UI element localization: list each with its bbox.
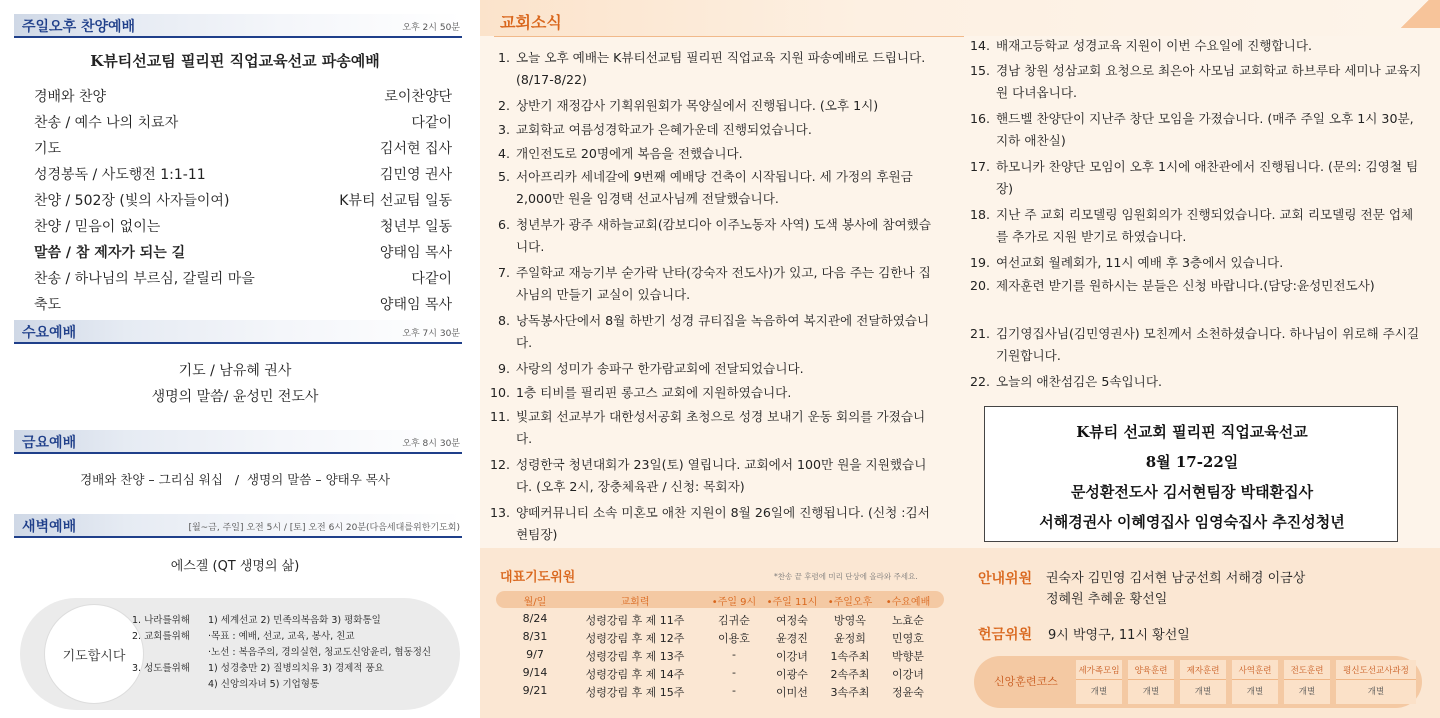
th-sunpm: •주일오후 [827, 597, 873, 608]
table-cell: 김귀순 [718, 614, 750, 627]
training-cell: 전도훈련 개별 [1284, 660, 1330, 704]
training-label: 신앙훈련코스 [994, 675, 1058, 688]
table-cell: 9/7 [526, 648, 544, 661]
table-cell: 8/24 [522, 612, 548, 625]
table-cell: - [732, 648, 736, 661]
offering-label: 헌금위원 [978, 627, 1033, 643]
order-item: 기도 [34, 141, 62, 157]
th-date: 월/일 [523, 597, 547, 608]
order-item: 경배와 찬양 [34, 89, 107, 105]
order-row [34, 138, 452, 164]
order-item: 축도 [34, 297, 62, 313]
table-cell: 9/21 [522, 684, 548, 697]
sunday-pm-header [14, 14, 462, 38]
order-item: 찬양 / 502장 (빛의 사자들이여) [34, 193, 230, 209]
training-cell: 평신도선교사과정 개별 [1336, 660, 1416, 704]
table-cell: 정윤숙 [892, 686, 924, 699]
corner-decoration [1390, 0, 1440, 28]
offering-value: 9시 박영구, 11시 황선일 [1048, 628, 1190, 643]
table-cell: 성령강림 후 제 14주 [585, 668, 685, 681]
order-row [34, 294, 452, 320]
order-leader: K뷰티 선교팀 일동 [339, 193, 452, 209]
friday-time: 오후 8시 30분 [402, 439, 460, 449]
th-sun11: •주일 11시 [766, 597, 818, 608]
mission-line: 문성환전도사 김서현팀장 박태환집사 [1070, 483, 1314, 501]
guide-label: 안내위원 [978, 571, 1033, 587]
order-row [34, 112, 452, 138]
table-cell: 9/14 [522, 666, 548, 679]
order-row [34, 86, 452, 112]
order-item: 찬양 / 믿음이 없이는 [34, 219, 161, 235]
prayer-circle [44, 604, 144, 704]
order-leader: 김민영 권사 [379, 167, 452, 183]
table-cell: 성령강림 후 제 13주 [585, 650, 685, 663]
order-row [34, 268, 452, 294]
table-cell: - [732, 684, 736, 697]
friday-title: 금요예배 [22, 435, 77, 451]
table-cell: 이용호 [718, 632, 750, 645]
mission-line: 8월 17-22일 [1145, 453, 1239, 471]
th-sun9: •주일 9시 [711, 597, 757, 608]
table-cell: 8/31 [522, 630, 548, 643]
table-cell: 방영옥 [834, 614, 866, 627]
church-news-panel: 교회소식 1. 오늘 오후 예배는 K뷰티선교팀 필리핀 직업교육 지원 파송예배로 드립니다. (8/17-8/22) 2. 상반기 재정감사 기획위원회가 목양실에서 진행됩니다. (오후 1시) 3. 교회학교 여름성경학교가 은혜가운데 진행되었습니다. 4. 개인전도로 20명에게 복음을 전했습니다. 5. 서아프리카 세네갈에 9번째 예배당 건축이 시작됩니다. 세 가정의 후원금 2,000만 원을 임경택 선교사님께 전달했습니다. 6. 청년부가 광주 새하늘교회(캄보디아 이주노동자 사역) 도색 봉사에 참여했습니다. 7. 주일학교 재능기부 숟가락 난타(강숙자 전도사)가 있고, 다음 주는 김한나 집사님의 만들기 교실이 있습니다. 8. 낭독봉사단에서 8월 하반기 성경 큐티집을 녹음하여 복지관에 전달하였습니다. 9. 사랑의 성미가 송파구 한가람교회에 전달되었습니다. 10. 1층 티비를 필리핀 롱고스 교회에 지원하였습니다. 11. 빛교회 선교부가 대한성서공회 초청으로 성경 보내기 운동 회의를 가졌습니다. 12. 성령한국 청년대회가 23일(토) 열립니다. 교회에서 100만 원을 지원했습니다. (오후 2시, 장충체육관 / 신청: 목회자) 13. 양떼커뮤니티 소속 미혼모 애찬 지원이 8월 26일에 진행됩니다. (신청 :김서현팀장) 14. 배재고등학교 성경교육 지원이 이번 수요일에 진행합니다. 15. 경남 창원 성삼교회 요청으로 최은아 사모님 교회학교 하브루타 세미나 교육지원 다녀옵니다. 16. 핸드벨 찬양단이 지난주 창단 모임을 가졌습니다. (매주 주일 오후 1시 30분, 지하 애찬실) 17. 하모니카 찬양단 모임이 오후 1시에 애찬관에서 진행됩니다. (문의: 김영철 팀장) 18. 지난 주 교회 리모델링 임원회의가 진행되었습니다. 교회 리모델링 전문 업체를 추가로 지원 받기로 하였습니다. 19. 여선교회 월례회가, 11시 예배 후 3층에서 있습니다. 20. 제자훈련 받기를 원하시는 분들은 신청 바랍니다.(담당:윤성민전도사) 21. 김기영집사님(김민영권사) 모친께서 소천하셨습니다. 하나님이 위로해 주시길 기원합니다. 22. 오늘의 애찬섬김은 5속입니다. K뷰티 선교회 필리핀 직업교육선교 8월 17-22일 문성환전도사 김서현팀장 박태환집사 서해경권사 이혜영집사 임영숙집사 추진성청년 대표기도위원 *찬송 끝 후렴에 미리 단상에 올라와 주세요. 월/일 교회력 •주일 9시 •주일 11시 •주일오후 •수요예배 8/24 성령강림 후 제 11주 김귀순 여정숙 방영옥 노효순 8/31 성령강림 후 제 12주 이용호 윤경진 윤정희 민영호 9/7 성령강림 후 제 13주 - 이강녀 1속주최 박향분 9/14 성령강림 후 제 14주 - 이광수 2속주최 이강녀 9/21 성령강림 후 제 15주 - 이미선 3속주최 정윤숙 안내위원 권숙자 김민영 김서현 남궁선희 서해경 이금상 정혜원 추혜윤 황선일 헌금위원 9시 박영구, 11시 황선일 신앙훈련코스 세가족모임 개별 양육훈련 개별 제자훈련 개별 사역훈련 개별 전도훈련 개별 평신도선교사과정 개별 [480, 0, 1440, 718]
table-cell: 여정숙 [776, 614, 808, 627]
dawn-line1: 에스겔 (QT 생명의 삶) [170, 559, 300, 574]
table-cell: 이강녀 [776, 650, 808, 663]
table-cell: 노효순 [892, 614, 924, 627]
table-cell: 민영호 [892, 632, 924, 645]
table-cell: 이광수 [776, 668, 808, 681]
prayer-reps-note: *찬송 끝 후렴에 미리 단상에 올라와 주세요. [774, 572, 918, 581]
dawn-title: 새벽예배 [22, 519, 77, 535]
wednesday-title: 수요예배 [22, 325, 77, 341]
mission-line: 서해경권사 이혜영집사 임영숙집사 추진성청년 [1039, 513, 1345, 531]
prayer-box: 기도합시다 1. 나라를위해 1) 세계선교 2) 민족의복음화 3) 평화통일 2. 교회를위해 ·목표 : 예배, 선교, 교육, 봉사, 친교 ·노선 : 복음주의, 경의실현, 청교도신앙윤리, 협동정신 3. 성도를위해 1) 성경충만 2) 질병의치유 3) 경제적 풍요 4) 신앙의자녀 5) 기업형통 [20, 598, 460, 710]
table-cell: 3속주최 [830, 686, 870, 699]
order-item: 찬송 / 예수 나의 치료자 [34, 115, 179, 131]
mission-box [984, 406, 1398, 542]
order-row-sermon [34, 242, 452, 268]
dawn-time: [월~금, 주일] 오전 5시 / [토] 오전 6시 20분(다음세대를위한기도회) [188, 523, 460, 533]
wednesday-line2: 생명의 말씀/ 윤성민 전도사 [151, 389, 319, 405]
sunday-pm-title: 주일오후 찬양예배 [22, 19, 136, 35]
order-item: 찬송 / 하나님의 부르심, 갈릴리 마을 [34, 271, 255, 287]
friday-header [14, 430, 462, 454]
table-cell: - [732, 666, 736, 679]
table-cell: 윤경진 [776, 632, 808, 645]
sunday-pm-time: 오후 2시 50분 [402, 23, 460, 33]
dawn-header [14, 514, 462, 538]
training-cell: 양육훈련 개별 [1128, 660, 1174, 704]
order-leader: 청년부 일동 [379, 219, 452, 235]
table-cell: 윤정희 [834, 632, 866, 645]
training-cell: 사역훈련 개별 [1232, 660, 1278, 704]
order-leader: 로이찬양단 [384, 89, 452, 105]
table-cell: 성령강림 후 제 15주 [585, 686, 685, 699]
prayer-circle-label: 기도합시다 [62, 648, 126, 664]
order-leader: 다같이 [411, 115, 452, 131]
order-leader: 양태임 목사 [379, 297, 452, 313]
mission-line: K뷰티 선교회 필리핀 직업교육선교 [1076, 423, 1308, 441]
wednesday-header [14, 320, 462, 344]
order-row [34, 164, 452, 190]
table-cell: 성령강림 후 제 11주 [585, 614, 685, 627]
order-item: 말씀 / 참 제자가 되는 길 [34, 245, 186, 261]
table-cell: 이강녀 [892, 668, 924, 681]
th-wed: •수요예배 [885, 597, 931, 608]
friday-line1: 경배와 찬양 – 그리심 워십 / 생명의 말씀 – 양태우 목사 [80, 472, 390, 487]
wednesday-time: 오후 7시 30분 [402, 329, 460, 339]
order-leader: 다같이 [411, 271, 452, 287]
order-row [34, 190, 452, 216]
news-title: 교회소식 [500, 13, 562, 32]
training-cell: 세가족모임 개별 [1076, 660, 1122, 704]
guide-line1: 권숙자 김민영 김서현 남궁선희 서해경 이금상 [1046, 571, 1306, 586]
table-cell: 성령강림 후 제 12주 [585, 632, 685, 645]
table-cell: 이미선 [776, 686, 808, 699]
table-cell: 박향분 [892, 650, 924, 663]
order-item: 성경봉독 / 사도행전 1:1-11 [34, 167, 206, 183]
training-cell: 제자훈련 개별 [1180, 660, 1226, 704]
th-calendar: 교회력 [620, 597, 650, 608]
prayer-reps-title: 대표기도위원 [500, 570, 576, 585]
order-row [34, 216, 452, 242]
wednesday-line1: 기도 / 남유혜 권사 [178, 363, 292, 379]
table-cell: 1속주최 [830, 650, 870, 663]
order-leader: 김서현 집사 [379, 141, 452, 157]
guide-line2: 정혜원 추혜윤 황선일 [1046, 592, 1168, 607]
table-cell: 2속주최 [830, 668, 870, 681]
order-leader: 양태임 목사 [379, 245, 452, 261]
service-title: K뷰티선교팀 필리핀 직업교육선교 파송예배 [90, 52, 380, 70]
worship-schedule-panel [0, 0, 470, 718]
